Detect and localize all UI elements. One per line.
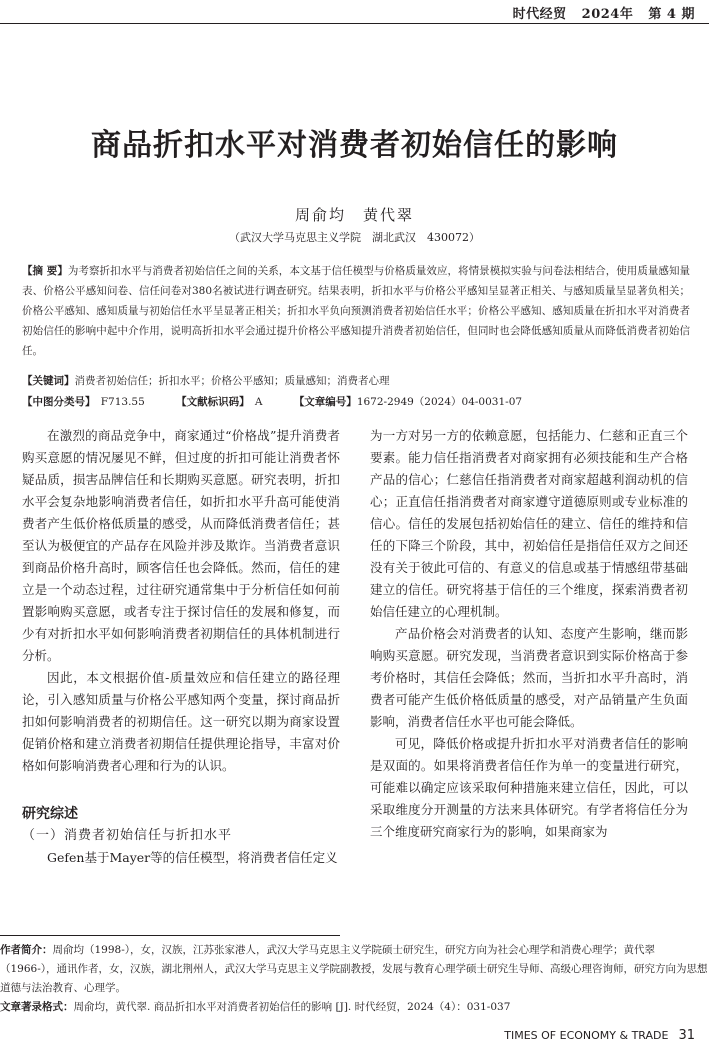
footer-journal: TIMES OF ECONOMY & TRADE — [504, 1029, 669, 1042]
left-paragraph-1: 在激烈的商品竞争中，商家通过“价格战”提升消费者购买意愿的情况屡见不鲜，但过度的折扣可能让消费者怀疑品质，损害品牌信任和长期购买意愿。研究表明，折扣水平会复杂地影响消费者信任，如折扣水平升高可能使消费者产生低价格低质量的感受，从而降低消费者信任；甚至认为极便宜的产品存在风险并涉及欺诈。当消费者意识到商品价格升高时，顾客信任也会降低。然而，信任的建立是一个动态过程，过往研究通常集中于分析信任如何前置影响购买意愿，或者专注于探讨信任的发展和修复，而少有对折扣水平如何影响消费者初期信任的具体机制进行分析。 — [22, 428, 340, 663]
bio-block — [0, 941, 709, 998]
header-rule — [0, 23, 709, 24]
footnote-rule — [0, 935, 340, 936]
doc-code-value: A — [254, 396, 263, 408]
abstract-text: 为考察折扣水平与消费者初始信任之间的关系，本文基于信任模型与价格质量效应，将情景模拟实验与问卷法相结合，使用质量感知量表、价格公平感知问卷、信任问卷对380名被试进行调查研究。结果表明，折扣水平与价格公平感知呈显著正相关、与感知质量呈显著负相关；价格公平感知、感知质量与初始信任水平呈显著正相关；折扣水平负向预测消费者初始信任水平；价格公平感知、感知质量在折扣水平对消费者初始信任的影响中起中介作用，说明高折扣水平会通过提升价格公平感知提升消费者初始信任，但同时也会降低感知质量从而降低消费者初始信任。 — [22, 265, 691, 357]
citation-block — [0, 998, 709, 1017]
article-number-value: 1672-2949（2024）04-0031-07 — [356, 396, 523, 408]
doc-code-label: 【文献标识码】 — [176, 396, 245, 408]
keywords-text: 消费者初始信任；折扣水平；价格公平感知；质量感知；消费者心理 — [74, 375, 390, 387]
page-footer — [504, 1028, 695, 1043]
affiliation: （武汉大学马克思主义学院 湖北武汉 430072） — [229, 231, 480, 244]
article-title: 商品折扣水平对消费者初始信任的影响 — [91, 128, 618, 163]
right-paragraph-2: 产品价格会对消费者的认知、态度产生影响，继而影响购买意愿。研究发现，当消费者意识到实际价格高于参考价格时，其信任会降低；然而，当折扣水平升高时，消费者可能产生低价格低质量的感受，对产品销量产生负面影响，消费者信任水平也可能会降低。 — [370, 626, 688, 729]
keywords-label: 【关键词】 — [22, 375, 75, 387]
authors: 周俞均 黄代翠 — [294, 206, 414, 224]
abstract-label: 【摘 要】 — [22, 265, 68, 277]
article-number-label: 【文章编号】 — [293, 396, 357, 408]
clc-label: 【中图分类号】 — [22, 396, 91, 408]
page-number: 31 — [678, 1028, 695, 1043]
left-paragraph-2: 因此，本文根据价值-质量效应和信任建立的路径理论，引入感知质量与价格公平感知两个变量，探讨商品折扣如何影响消费者的初期信任。这一研究以期为商家设置促销价格和建立消费者初期信任提供理论指导，丰富对价格如何影响消费者心理和行为的认识。 — [22, 670, 340, 773]
citation-text: 周俞均，黄代翠. 商品折扣水平对消费者初始信任的影响 [J]. 时代经贸，2024（4）：031-037 — [73, 1001, 511, 1013]
right-column — [370, 425, 688, 843]
classification-line — [22, 392, 690, 412]
subsection-heading: （一）消费者初始信任与折扣水平 — [22, 828, 233, 843]
header-journal: 时代经贸 — [512, 7, 567, 22]
keywords — [22, 371, 690, 391]
section-heading: 研究综述 — [22, 806, 78, 822]
right-paragraph-1: 为一方对另一方的依赖意愿，包括能力、仁慈和正直三个要素。能力信任指消费者对商家拥有必须技能和生产合格产品的信心；仁慈信任指消费者对商家超越利润动机的信心；正直信任指消费者对商家遵守道德原则或专业标准的信心。信任的发展包括初始信任的建立、信任的维持和信任的下降三个阶段，其中，初始信任是指信任双方之间还没有关于彼此可信的、有意义的信息或基于情感纽带基础建立的信任。研究将基于信任的三个维度，探索消费者初始信任建立的心理机制。 — [370, 428, 688, 619]
running-header — [503, 3, 695, 22]
left-column — [22, 425, 340, 869]
left-paragraph-3: Gefen基于Mayer等的信任模型，将消费者信任定义 — [47, 850, 338, 865]
clc-value: F713.55 — [100, 396, 145, 408]
bio-text: 周俞均（1998-），女，汉族，江苏张家港人，武汉大学马克思主义学院硕士研究生，研究方向为社会心理学和消费心理学；黄代翠（1966-），通讯作者，女，汉族，湖北荆州人，武汉大学马克思主义学院副教授，发展与教育心理学硕士研究生导师、高级心理咨询师，研究方向为思想道德与法治教育、心理学。 — [0, 944, 708, 994]
abstract — [22, 261, 690, 361]
citation-label: 文章著录格式： — [0, 1001, 74, 1013]
header-issue: 第 4 期 — [648, 7, 695, 22]
header-year: 2024年 — [581, 7, 634, 22]
author-bio — [0, 941, 709, 1017]
bio-label: 作者简介： — [0, 944, 53, 956]
right-paragraph-3: 可见，降低价格或提升折扣水平对消费者信任的影响是双面的。如果将消费者信任作为单一的变量进行研究，可能难以确定应该采取何种措施来建立信任，因此，可以采取维度分开测量的方法来具体研究。有学者将信任分为三个维度研究商家行为的影响，如果商家为 — [370, 736, 688, 839]
